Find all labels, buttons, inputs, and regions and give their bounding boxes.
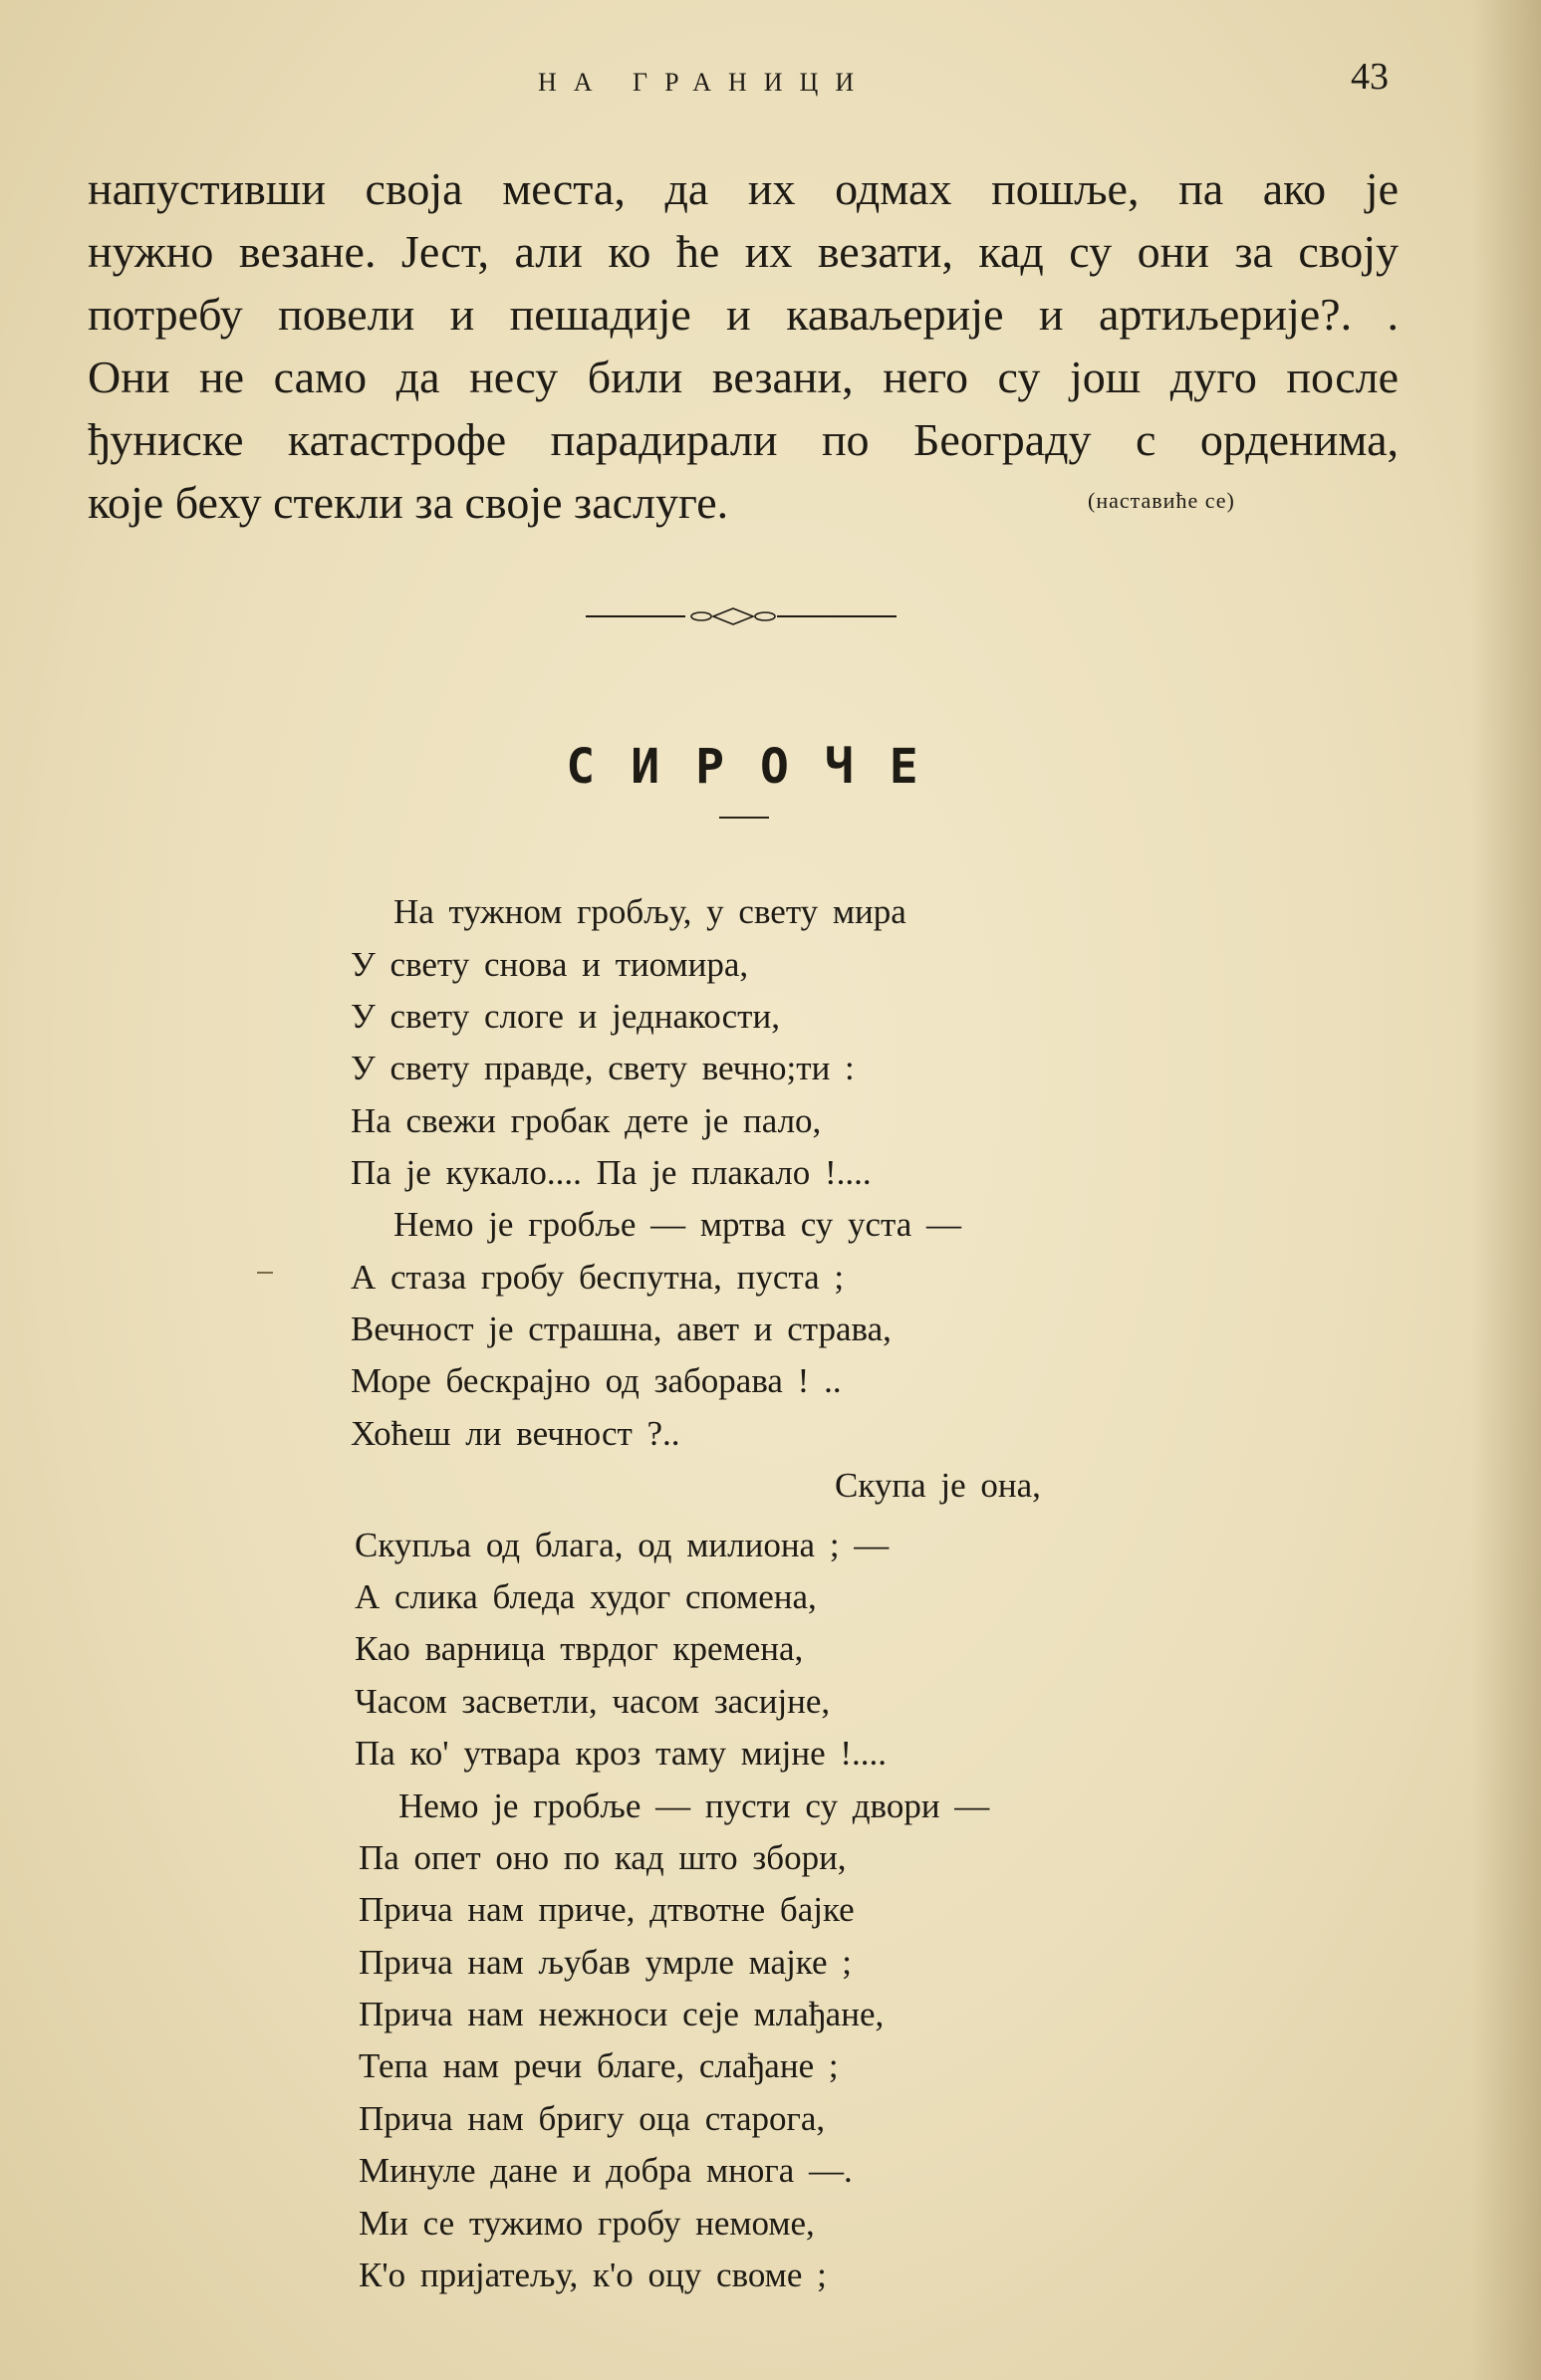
prose-line: нужно везане. Јест, али ко ће их везати, кад су они за своју [88,226,1399,277]
poem-line: У свету правде, свету вечно;ти : [351,1049,855,1087]
prose-line: ђуниске катастрофе парадирали по Београду с орденима, [88,414,1399,465]
poem-line: Минуле дане и добра многа —. [359,2151,853,2190]
section-divider-ornament [586,605,897,627]
poem-line: Немо је гробље — мртва су уста — [393,1205,962,1244]
margin-mark [257,1272,273,1274]
poem-line: Па је кукало.... Па је плакало !.... [351,1153,872,1192]
poem-line: Скупља од блага, од милиона ; — [355,1526,890,1564]
prose-paragraph [88,157,1399,534]
poem-line: У свету слоге и једнакости, [351,997,780,1036]
prose-line: потребу повели и пешадије и каваљерије и артиљерије?. . [88,289,1399,340]
prose-line: напустивши своја места, да их одмах пошље, па ако је [88,163,1399,214]
poem-line: Немо је гробље — пусти су двори — [398,1786,990,1825]
prose-line: које беху стекли за своје заслуге. [88,477,729,528]
page-number: 43 [1351,56,1389,98]
poem-line: Хоћеш ли вечност ?.. [351,1414,680,1453]
poem-title: СИРОЧЕ [566,739,954,795]
poem-line: Прича нам бригу оца старога, [359,2099,826,2138]
poem-line: Прича нам приче, дтвотне бајке [359,1890,855,1929]
page-edge-shadow [1471,0,1541,2380]
poem-line: У свету снова и тиомира, [351,945,749,984]
poem-line: Вечност је страшна, авет и страва, [351,1309,892,1348]
running-head: НА ГРАНИЦИ [538,68,872,97]
poem-line: Па ко' утвара кроз таму мијне !.... [355,1734,888,1773]
poem-line: А стаза гробу беспутна, пуста ; [351,1258,845,1297]
poem-line: Као варница тврдог кремена, [355,1629,804,1668]
poem-line: На тужном гробљу, у свету мира [393,892,906,931]
title-rule [719,817,769,819]
continues-note: (наставиће се) [1088,488,1235,513]
poem-line: Прича нам љубав умрле мајке ; [359,1943,852,1982]
poem-line: Па опет оно по кад што збори, [359,1838,847,1877]
poem-line: На свежи гробак дете је пало, [351,1101,822,1140]
poem-line: Прича нам нежноси сеје млађане, [359,1995,885,2033]
poem-line: Скупа је она, [835,1466,1041,1505]
poem-line: Море бескрајно од заборава ! .. [351,1361,842,1400]
poem-line: К'о пријатељу, к'о оцу своме ; [359,2256,827,2294]
poem-line: Тепа нам речи благе, слађане ; [359,2046,839,2085]
prose-line: Они не само да несу били везани, него су још дуго после [88,352,1399,402]
poem-line: Ми се тужимо гробу немоме, [359,2204,815,2243]
poem-line: А слика бледа худог спомена, [355,1577,817,1616]
poem-line: Часом засветли, часом засијне, [355,1682,831,1721]
